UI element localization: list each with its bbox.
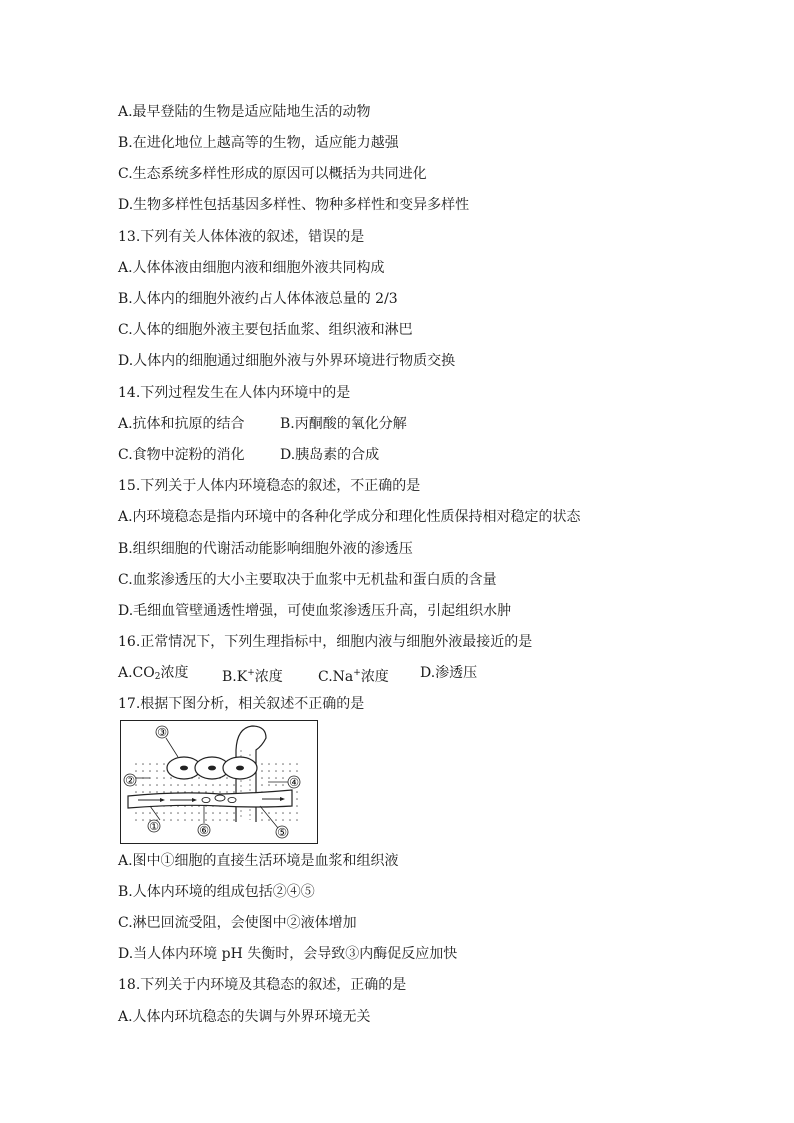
blood-cell [228, 797, 236, 802]
figure-label-2: ② [125, 774, 135, 787]
figure-label-4: ④ [289, 776, 299, 789]
line-q12-a: A.最早登陆的生物是适应陆地生活的动物 [118, 104, 371, 120]
line-q13-b: B.人体内的细胞外液约占人体体液总量的 2/3 [118, 291, 398, 307]
figure-label-3: ③ [157, 726, 167, 739]
blood-cell [202, 797, 210, 802]
options-q16-row [118, 663, 477, 687]
option-q14-a: A.抗体和抗原的结合 [118, 416, 245, 432]
line-q13-c: C.人体的细胞外液主要包括血浆、组织液和淋巴 [118, 322, 413, 338]
line-q17-c: C.淋巴回流受阻，会使图中②液体增加 [118, 915, 357, 931]
options-q14-row2 [118, 445, 379, 465]
line-q15-d: D.毛细血管壁通透性增强，可使血浆渗透压升高，引起组织水肿 [118, 603, 512, 619]
line-q15-a: A.内环境稳态是指内环境中的各种化学成分和理化性质保持相对稳定的状态 [118, 509, 581, 525]
line-q12-d: D.生物多样性包括基因多样性、物种多样性和变异多样性 [118, 197, 470, 213]
line-q17-b: B.人体内环境的组成包括②④⑤ [118, 884, 315, 900]
option-q16-d: D.渗透压 [420, 665, 478, 681]
question-18-stem: 18.下列关于内环境及其稳态的叙述，正确的是 [118, 977, 407, 993]
options-q14-row1 [118, 414, 407, 434]
figure-label-5: ⑤ [277, 826, 287, 839]
line-q12-c: C.生态系统多样性形成的原因可以概括为共同进化 [118, 166, 427, 182]
line-q18-a: A.人体内环坑稳态的失调与外界环境无关 [118, 1009, 371, 1025]
blood-cell [215, 795, 225, 801]
question-17-stem: 17.根据下图分析，相关叙述不正确的是 [118, 696, 365, 712]
line-q17-d: D.当人体内环境 pH 失衡时，会导致③内酶促反应加快 [118, 946, 458, 962]
question-14-stem: 14.下列过程发生在人体内环境中的是 [118, 385, 351, 401]
line-q15-c: C.血浆渗透压的大小主要取决于血浆中无机盐和蛋白质的含量 [118, 572, 497, 588]
line-q13-a: A.人体体液由细胞内液和细胞外液共同构成 [118, 260, 385, 276]
question-13-stem: 13.下列有关人体体液的叙述，错误的是 [118, 229, 365, 245]
option-q16-a: A.CO2浓度 [118, 665, 189, 682]
question-16-stem: 16.正常情况下，下列生理指标中，细胞内液与细胞外液最接近的是 [118, 634, 533, 650]
figure-label-1: ① [149, 820, 159, 833]
option-q16-c: C.Na+浓度 [318, 668, 389, 685]
option-q14-c: C.食物中淀粉的消化 [118, 447, 245, 463]
line-q17-a: A.图中①细胞的直接生活环境是血浆和组织液 [118, 853, 399, 869]
option-q16-b: B.K+浓度 [222, 668, 283, 685]
option-q14-b: B.丙酮酸的氧化分解 [280, 416, 407, 432]
figure-label-6: ⑥ [199, 824, 209, 837]
tissue-diagram [120, 720, 318, 844]
question-15-stem: 15.下列关于人体内环境稳态的叙述，不正确的是 [118, 478, 421, 494]
line-q15-b: B.组织细胞的代谢活动能影响细胞外液的渗透压 [118, 541, 413, 557]
line-q12-b: B.在进化地位上越高等的生物，适应能力越强 [118, 135, 399, 151]
option-q14-d: D.胰岛素的合成 [280, 447, 380, 463]
line-q13-d: D.人体内的细胞通过细胞外液与外界环境进行物质交换 [118, 353, 456, 369]
